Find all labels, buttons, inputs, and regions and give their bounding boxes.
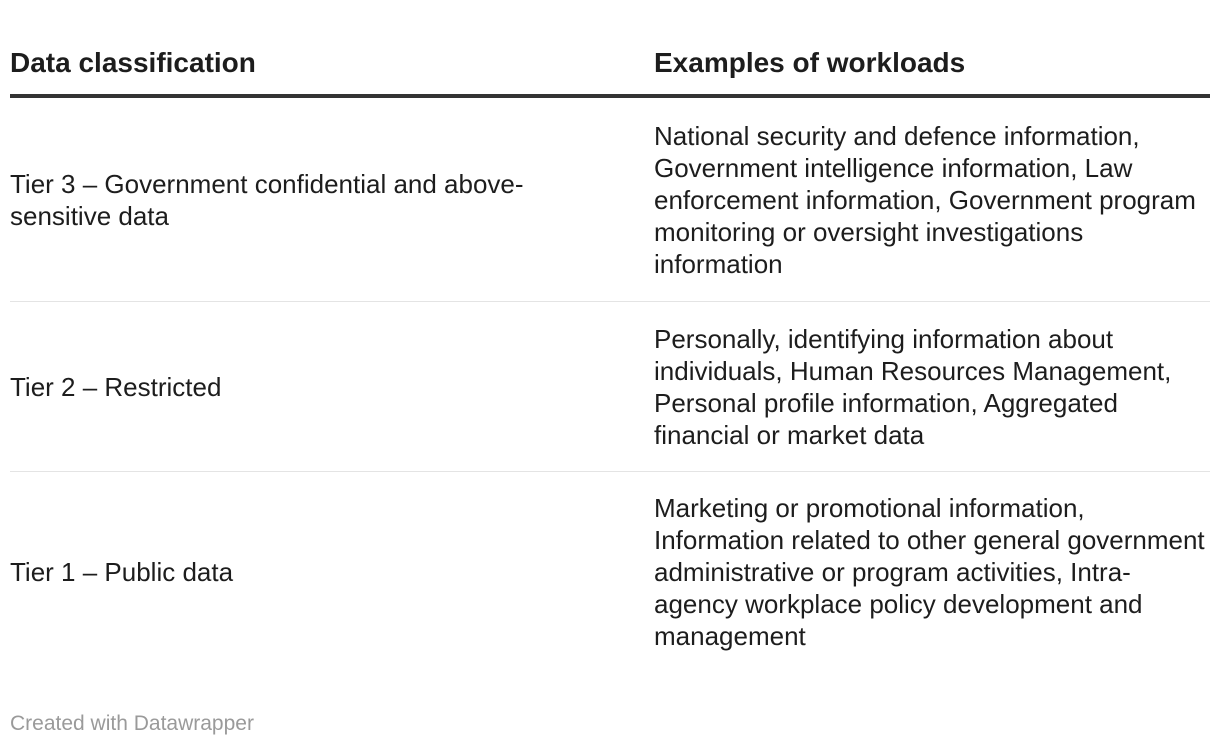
- classification-cell: Tier 2 – Restricted: [10, 371, 222, 402]
- data-classification-table: [10, 44, 1210, 672]
- examples-cell: Marketing or promotional information, Information related to other general government administrative or program activities, Intra-agency workplace policy development and management: [654, 493, 1205, 651]
- table-row: [10, 302, 1210, 472]
- header-examples-of-workloads: Examples of workloads: [654, 47, 966, 78]
- classification-cell: Tier 3 – Government confidential and above-sensitive data: [10, 168, 524, 231]
- datawrapper-credit: Created with Datawrapper: [10, 712, 254, 735]
- table-row: [10, 98, 1210, 302]
- header-data-classification: Data classification: [10, 47, 256, 78]
- table-header-row: [10, 44, 1210, 98]
- classification-cell: Tier 1 – Public data: [10, 557, 234, 587]
- examples-cell: Personally, identifying information about individuals, Human Resources Management, Personal profile information, Aggregated financial or market data: [654, 323, 1172, 450]
- examples-cell: National security and defence information, Government intelligence information, Law enforcement information, Government program monitoring or oversight investigations information: [654, 120, 1196, 279]
- table-row: [10, 472, 1210, 672]
